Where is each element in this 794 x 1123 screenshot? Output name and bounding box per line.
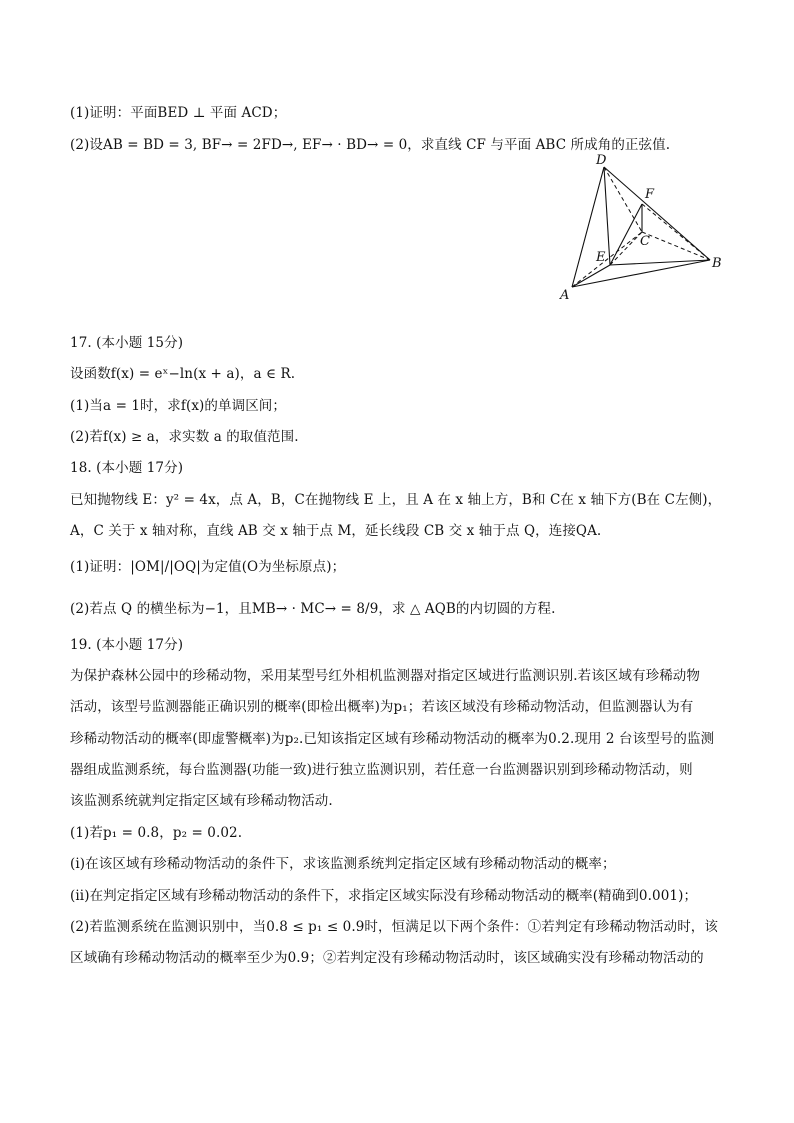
q17-heading: 17. (本小题 15分) (70, 335, 184, 351)
q17-stem: 设函数f(x) = eˣ−ln(x + a)，a ∈ R. (70, 366, 296, 382)
label-B: B (712, 256, 722, 271)
q18-stem-line1: 已知抛物线 E：y² = 4x，点 A，B，C在抛物线 E 上，且 A 在 x 轴上方，B和 C在 x 轴下方(B在 C左侧)， (70, 492, 722, 508)
q19-heading: 19. (本小题 17分) (70, 637, 184, 653)
q18-stem-line2: A，C 关于 x 轴对称，直线 AB 交 x 轴于点 M，延长线段 CB 交 x 轴于点 Q，连接QA. (70, 523, 602, 539)
q19-part2-line1: (2)若监测系统在监测识别中，当0.8 ≤ p₁ ≤ 0.9时，恒满足以下两个条件：①若判定有珍稀动物活动时，该 (70, 919, 719, 935)
q17-part1: (1)当a = 1时，求f(x)的单调区间； (70, 398, 286, 414)
q16-part2: (2)设AB = BD = 3, BF→ = 2FD→, EF→ · BD→ = 0，求直线 CF 与平面 ABC 所成角的正弦值. (70, 137, 671, 153)
q17-part2: (2)若f(x) ≥ a，求实数 a 的取值范围. (70, 429, 299, 445)
label-A: A (560, 288, 570, 303)
label-C: C (640, 234, 650, 249)
q19-stem-line2: 活动，该型号监测器能正确识别的概率(即检出概率)为p₁；若该区域没有珍稀动物活动，但监测器认为有 (70, 699, 694, 715)
label-D: D (596, 153, 607, 168)
q19-stem-line5: 该监测系统就判定指定区域有珍稀动物活动. (70, 793, 333, 809)
q19-part1: (1)若p₁ = 0.8，p₂ = 0.02. (70, 825, 243, 841)
q16-part1: (1)证明：平面BED ⊥ 平面 ACD； (70, 105, 287, 121)
tetrahedron-svg (552, 152, 742, 304)
label-E: E (596, 250, 606, 265)
q19-part2-line2: 区域确有珍稀动物活动的概率至少为0.9；②若判定没有珍稀动物活动时，该区域确实没有珍稀动物活动的 (70, 950, 704, 966)
q18-part2: (2)若点 Q 的横坐标为−1，且MB→ · MC→ = 8/9，求 △ AQB的内切圆的方程. (70, 601, 556, 617)
q18-part1: (1)证明：|OM|/|OQ|为定值(O为坐标原点)； (70, 559, 346, 575)
label-F: F (645, 187, 655, 202)
q19-stem-line1: 为保护森林公园中的珍稀动物，采用某型号红外相机监测器对指定区域进行监测识别.若该区域有珍稀动物 (70, 668, 700, 684)
q19-stem-line3: 珍稀动物活动的概率(即虚警概率)为p₂.已知该指定区域有珍稀动物活动的概率为0.2.现用 2 台该型号的监测 (70, 731, 715, 747)
q19-part1-i: (i)在该区域有珍稀动物活动的条件下，求该监测系统判定指定区域有珍稀动物活动的概率； (70, 856, 616, 872)
q18-heading: 18. (本小题 17分) (70, 460, 184, 476)
q19-stem-line4: 器组成监测系统，每台监测器(功能一致)进行独立监测识别，若任意一台监测器识别到珍稀动物活动，则 (70, 762, 693, 778)
q19-part1-ii: (ii)在判定指定区域有珍稀动物活动的条件下，求指定区域实际没有珍稀动物活动的概率(精确到0.001)； (70, 888, 698, 904)
tetrahedron-figure (552, 152, 742, 304)
